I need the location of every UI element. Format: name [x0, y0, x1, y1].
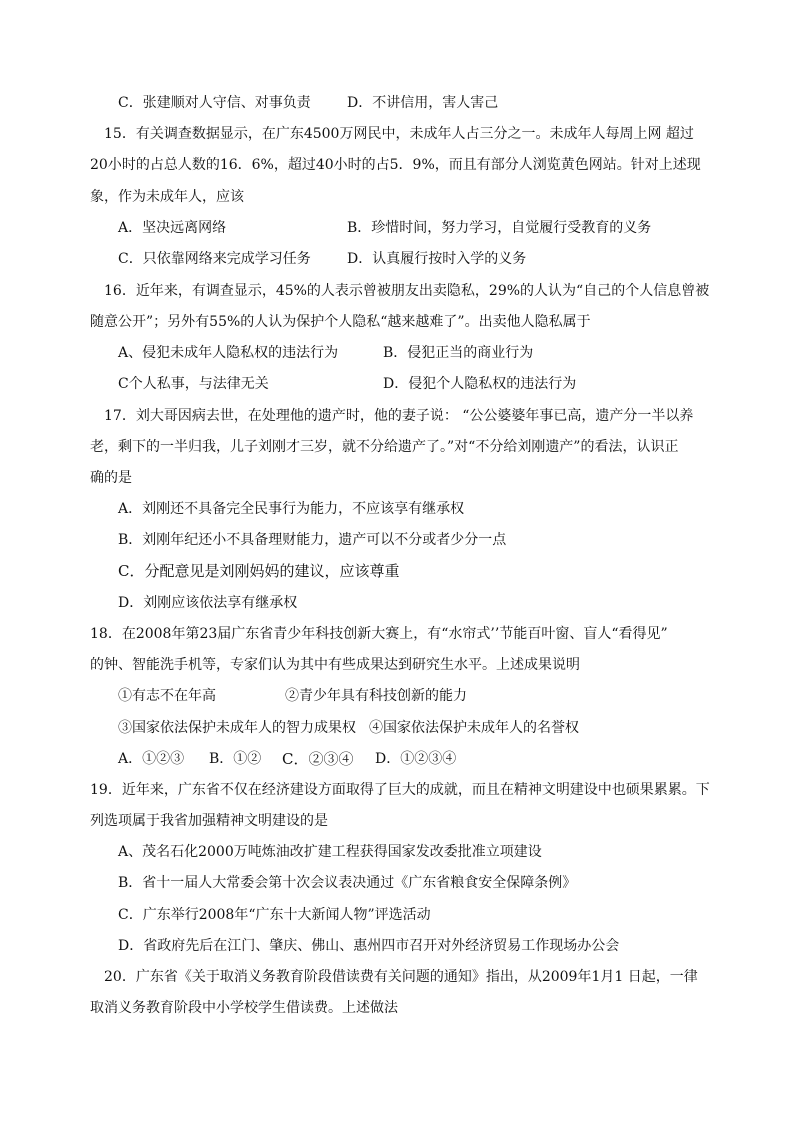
q15-option-c: C．只依靠网络来完成学习任务	[118, 251, 311, 267]
q19-option-a: A、茂名石化2000万吨炼油改扩建工程获得国家发改委批准立项建设	[118, 844, 542, 860]
q16-stem-line-1: 16．近年来，有调查显示，45%的人表示曾被朋友出卖隐私，29%的人认为“自己的个人信息曾被	[104, 283, 710, 299]
q16-option-d: D．侵犯个人隐私权的违法行为	[383, 376, 577, 392]
q20-stem-line-2: 取消义务教育阶段中小学校学生借读费。上述做法	[90, 1000, 398, 1016]
q14-option-d: D．不讲信用，害人害己	[347, 95, 499, 111]
q15-stem-line-3: 象，作为未成年人，应该	[90, 189, 244, 205]
q15-option-a: A．坚决远离网络	[118, 220, 227, 236]
q19-stem-line-1: 19．近年来，广东省不仅在经济建设方面取得了巨大的成就，而且在精神文明建设中也硕果累累。下	[90, 782, 710, 798]
q16-option-b: B．侵犯正当的商业行为	[383, 345, 534, 361]
q16-stem-line-2: 随意公开”；另外有55%的人认为保护个人隐私“越来越难了”。出卖他人隐私属于	[90, 314, 591, 330]
q19-option-b: B．省十一届人大常委会第十次会议表决通过《广东省粮食安全保障条例》	[118, 875, 577, 891]
q17-stem-line-1: 17．刘大哥因病去世，在处理他的遗产时，他的妻子说： “公公婆婆年事已高，遗产分一半以养	[104, 408, 694, 424]
q18-option-b: B．①②	[209, 751, 262, 767]
q18-item-1: ①有志不在年高	[118, 688, 216, 704]
q17-option-c: C．分配意见是刘刚妈妈的建议，应该尊重	[118, 562, 400, 580]
q18-stem-line-1: 18．在2008年第23届广东省青少年科技创新大赛上，有“水帘式’’节能百叶窗、盲人“看得见”	[90, 626, 668, 642]
q14-option-c: C．张建顺对人守信、对事负责	[118, 95, 311, 111]
q17-option-d: D．刘刚应该依法享有继承权	[118, 595, 298, 611]
q17-stem-line-3: 确的是	[90, 470, 132, 486]
q18-item-2: ②青少年具有科技创新的能力	[285, 688, 467, 704]
q18-stem-line-2: 的钟、智能洗手机等，专家们认为其中有些成果达到研究生水平。上述成果说明	[90, 657, 580, 673]
q18-option-a: A．①②③	[118, 751, 185, 767]
q18-option-d: D．①②③④	[375, 751, 457, 767]
q16-option-a: A、侵犯未成年人隐私权的违法行为	[118, 345, 339, 361]
q18-item-4: ④国家依法保护未成年人的名誉权	[369, 720, 579, 736]
q18-option-c: C．②③④	[282, 750, 354, 768]
q19-option-d: D．省政府先后在江门、肇庆、佛山、惠州四市召开对外经济贸易工作现场办公会	[118, 938, 620, 954]
q17-stem-line-2: 老，剩下的一半归我，儿子刘刚才三岁，就不分给遗产了。”对“不分给刘刚遗产”的看法，认识正	[90, 439, 679, 455]
q15-option-b: B．珍惜时间，努力学习，自觉履行受教育的义务	[347, 220, 652, 236]
q20-stem-line-1: 20．广东省《关于取消义务教育阶段借读费有关问题的通知》指出，从2009年1月1 日起，一律	[104, 969, 698, 985]
q19-option-c: C．广东举行2008年“广东十大新闻人物”评选活动	[118, 907, 431, 923]
q16-option-c: C个人私事，与法律无关	[118, 376, 269, 392]
q19-stem-line-2: 列选项属于我省加强精神文明建设的是	[90, 813, 328, 829]
q17-option-b: B．刘刚年纪还小不具备理财能力，遗产可以不分或者少分一点	[118, 532, 507, 548]
q17-option-a: A．刘刚还不具备完全民事行为能力，不应该享有继承权	[118, 501, 465, 517]
q18-item-3: ③国家依法保护未成年人的智力成果权	[118, 720, 356, 736]
q15-option-d: D．认真履行按时入学的义务	[347, 251, 527, 267]
q15-stem-line-2: 20小时的占总人数的16．6%，超过40小时的占5．9%，而且有部分人浏览黄色网站。针对上述现	[90, 157, 701, 173]
q15-stem-line-1: 15．有关调查数据显示，在广东4500万网民中，未成年人占三分之一。未成年人每周上网 超过	[104, 126, 694, 142]
